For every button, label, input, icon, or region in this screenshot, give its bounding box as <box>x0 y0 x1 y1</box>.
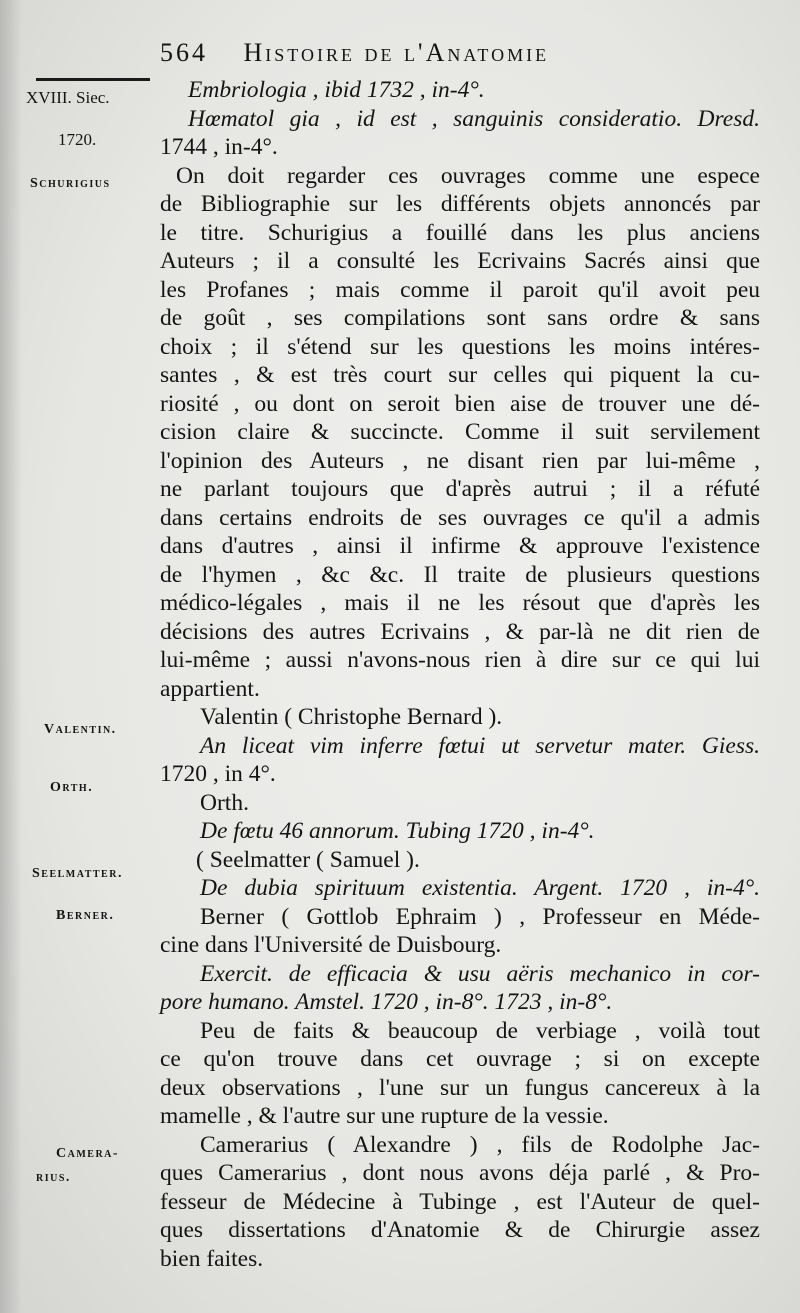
orth-work: De fœtu 46 annorum. Tubing 1720 , in-4°. <box>200 818 595 844</box>
text-line: décisions des autres Ecrivains , & par-là ne dit rien de <box>160 618 760 645</box>
text-line: de l'hymen , &c &c. Il traite de plusieurs questions <box>160 561 760 588</box>
text-line: deux observations , l'une sur un fungus cancereux à la <box>160 1074 760 1101</box>
entry-haematologia: Hœmatol gia , id est , sanguinis consideratio. Dresd. <box>188 105 760 132</box>
text-line: le titre. Schurigius a fouillé dans les plus anciens <box>160 219 760 246</box>
text-line: On doit regarder ces ouvrages comme une espece <box>176 162 760 189</box>
valentin-name: Valentin ( Christophe Bernard ). <box>200 704 503 730</box>
page-number: 564 <box>160 38 208 67</box>
paragraph-berner-comment <box>160 1017 760 1131</box>
text-line: de Bibliographie sur les différents objets annoncés par <box>160 191 760 217</box>
margin-century: XVIII. Siec. <box>26 88 110 107</box>
text-line: ne parlant toujours que d'après autrui ; il a réfuté <box>160 476 760 502</box>
text-line: les Profanes ; mais comme il paroit qu'il avoit peu <box>160 276 760 303</box>
margin-camerarius-line-2: rius. <box>36 1170 71 1185</box>
text-line: l'opinion des Auteurs , ne disant rien par lui-même , <box>160 447 760 474</box>
margin-orth: Orth. <box>50 780 94 795</box>
entry-embriologia: Embriologia , ibid 1732 , in-4°. <box>188 77 485 103</box>
text-line: dans d'autres , ainsi il infirme & approuve l'existence <box>160 533 760 559</box>
text-line: mamelle , & l'autre sur une rupture de la vessie. <box>160 1103 609 1129</box>
text-line: de goût , ses compilations sont sans ordre & sans <box>160 305 760 331</box>
text-line: bien faites. <box>160 1245 264 1272</box>
text-line: ce qu'on trouve dans cet ouvrage ; si on excepte <box>160 1046 760 1072</box>
text-line: Auteurs ; il a consulté les Ecrivains Sacrés ainsi que <box>160 248 760 274</box>
valentin-date: 1720 , in 4°. <box>160 761 276 787</box>
text-line: Camerarius ( Alexandre ) , fils de Rodolphe Jac- <box>200 1131 760 1158</box>
margin-year: 1720. <box>58 130 97 149</box>
seelmatter-name: ( Seelmatter ( Samuel ). <box>196 846 420 873</box>
text-line: ques dissertations d'Anatomie & de Chirurgie assez <box>160 1217 760 1243</box>
valentin-work: An liceat vim inferre fœtui ut servetur mater. Giess. <box>200 732 760 759</box>
berner-work-cont: pore humano. Amstel. 1720 , in-8°. 1723 , in-8°. <box>160 989 613 1015</box>
berner-name: Berner ( Gottlob Ephraim ) , Professeur en Méde- <box>200 903 760 930</box>
text-line: appartient. <box>160 675 260 702</box>
text-line: médico-légales , mais il ne les résout que d'après les <box>160 590 760 616</box>
text-line: cision claire & succincte. Comme il suit servilement <box>160 419 760 445</box>
text-line: ques Camerarius , dont nous avons déja parlé , & Pro- <box>160 1160 760 1186</box>
orth-name: Orth. <box>200 789 249 816</box>
seelmatter-work: De dubia spirituum existentia. Argent. 1720 , in-4°. <box>200 875 760 901</box>
text-line: fesseur de Médecine à Tubinge , est l'Auteur de quel- <box>160 1188 760 1215</box>
paragraph-camerarius <box>160 1131 760 1274</box>
text-line: riosité , ou dont on seroit bien aise de trouver une dé- <box>160 390 760 417</box>
text-line: choix ; il s'étend sur les questions les moins intéres- <box>160 333 760 360</box>
margin-rule <box>36 78 150 81</box>
berner-work: Exercit. de efficacia & usu aëris mechanico in cor- <box>200 960 760 987</box>
margin-schurigius: Schurigius <box>30 176 111 191</box>
running-title: Histoire de l'Anatomie <box>243 38 550 67</box>
main-text <box>160 76 760 1273</box>
text-line: Peu de faits & beaucoup de verbiage , voilà tout <box>200 1017 760 1044</box>
margin-valentin: Valentin. <box>44 722 117 737</box>
text-line: santes , & est très court sur celles qui piquent la cu- <box>160 362 760 388</box>
text-line: dans certains endroits de ses ouvrages ce qu'il a admis <box>160 504 760 531</box>
entry-haematologia-date: 1744 , in-4°. <box>160 134 278 160</box>
berner-description: cine dans l'Université de Duisbourg. <box>160 932 502 958</box>
running-header <box>160 38 780 68</box>
paragraph-schurigius <box>160 162 760 704</box>
margin-berner: Berner. <box>56 908 115 923</box>
margin-camerarius-line-1: Camera- <box>56 1146 120 1161</box>
text-line: lui-même ; aussi n'avons-nous rien à dire sur ce qui lui <box>160 647 760 673</box>
margin-seelmatter: Seelmatter. <box>32 866 123 881</box>
